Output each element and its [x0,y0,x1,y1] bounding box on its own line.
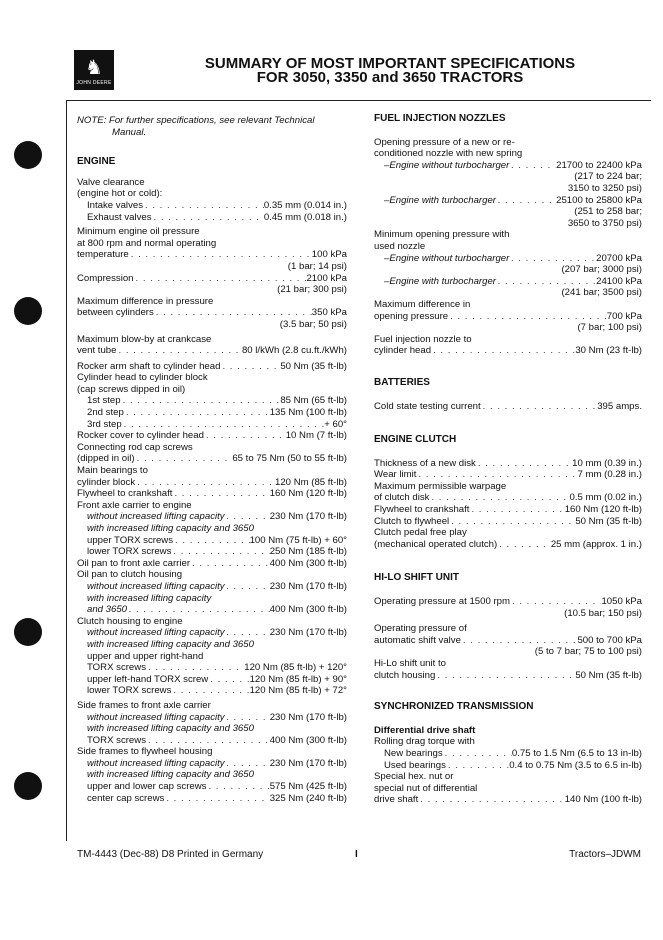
spec-row-mechanical-clutch: (mechanical operated clutch) . . . 25 mm (approx. 1 in.) [374,539,642,551]
spec-text: Special hex. nut or [374,771,454,783]
spec-row-drive-shaft: drive shaft . . . 140 Nm (100 ft-lb) [374,794,642,806]
spec-text: Connecting rod cap screws [77,441,193,453]
spec-value: (10.5 bar; 150 psi) [564,607,642,619]
spec-row-automatic-shift: automatic shift valve . . . 500 to 700 kPa [374,635,642,647]
spec-text: conditioned nozzle with new spring [374,148,523,160]
spec-value: (217 to 224 bar; [574,171,642,183]
spec-value: (21 bar; 300 psi) [277,284,347,296]
spec-text: Clutch housing to engine [77,615,183,627]
spec-value: (1 bar; 14 psi) [287,260,347,272]
spec-row-lower-torx: lower TORX screws . . . 250 Nm (185 ft-lb) [77,546,347,558]
spec-value: 3650 to 3750 psi) [567,217,642,229]
spec-value: (241 bar; 3500 psi) [561,287,642,299]
spec-row-compression: Compression . . . 2100 kPa [77,273,347,285]
page-title [130,57,650,85]
spec-row-opch-3650: and 3650 . . . 400 Nm (300 ft-lb) [77,604,347,616]
spec-text: Operating pressure of [374,623,467,635]
spec-text: Cylinder head to cylinder block [77,372,208,384]
right-column [374,110,642,806]
spec-text: used nozzle [374,240,426,252]
spec-row-torx-screws: TORX screws . . . 120 Nm (85 ft-lb) + 120° [77,662,347,674]
spec-text: at 800 rpm and normal operating [77,237,217,249]
engine-clutch-heading: ENGINE CLUTCH [374,434,457,446]
spec-row-opening-pressure: opening pressure . . . 700 kPa [374,311,642,323]
spec-text: upper and upper right-hand [87,650,204,662]
spec-text: Side frames to front axle carrier [77,699,211,711]
spec-text: Maximum difference in pressure [77,295,214,307]
spec-row-sffac-without: without increased lifting capacity . . . 230 Nm (170 ft-lb) [77,712,347,724]
spec-text: Rolling drag torque with [374,736,475,748]
spec-value: 3150 to 3250 psi) [567,182,642,194]
spec-row-rocker-cover: Rocker cover to cylinder head . . . 10 Nm (7 ft-lb) [77,430,347,442]
spec-text: Minimum engine oil pressure [77,226,200,238]
note-line-2: Manual. [112,126,147,138]
logo-brand-text: JOHN DEERE [76,80,112,86]
spec-text: with increased lifting capacity and 3650 [87,723,254,735]
spec-row-clutch-disk: of clutch disk . . . 0.5 mm (0.02 in.) [374,492,642,504]
binder-hole-4 [14,772,42,800]
spec-value: (207 bar; 3000 psi) [561,264,642,276]
spec-row-thickness: Thickness of a new disk . . . 10 mm (0.39 in.) [374,458,642,470]
spec-text: Fuel injection nozzle to [374,333,472,345]
spec-value: (251 to 258 bar; [574,206,642,218]
spec-row-temperature: temperature . . . 100 kPa [77,249,347,261]
spec-row-rocker-shaft: Rocker arm shaft to cylinder head . . . 50 Nm (35 ft-lb) [77,361,347,373]
spec-row-oilpan-fac: Oil pan to front axle carrier . . . 400 Nm (300 ft-lb) [77,558,347,570]
deer-icon: ♞ [85,57,103,79]
spec-text: Hi-Lo shift unit to [374,657,446,669]
spec-row-dipped: (dipped in oil) . . . 65 to 75 Nm (50 to 55 ft-lb) [77,453,347,465]
spec-row-step3: 3rd step . . . + 60° [77,419,347,431]
spec-row-used-without-turbo: –Engine without turbocharger . . . 20700 kPa [374,253,642,265]
john-deere-logo [74,50,114,90]
spec-row-sffw-without: without increased lifting capacity . . . 230 Nm (170 ft-lb) [77,758,347,770]
footer-right: Tractors–JDWM [569,849,641,860]
spec-text: (cap screws dipped in oil) [77,383,186,395]
batteries-heading: BATTERIES [374,376,430,388]
spec-row-new-bearings: New bearings . . . 0.75 to 1.5 Nm (6.5 to 13 in-lb) [374,748,642,760]
title-line-2: FOR 3050, 3350 and 3650 TRACTORS [256,69,524,86]
spec-row-cylinder-head: cylinder head . . . 30 Nm (23 ft-lb) [374,345,642,357]
footer-left: TM-4443 (Dec-88) D8 Printed in Germany [77,849,264,860]
spec-row-used-bearings: Used bearings . . . 0.4 to 0.75 Nm (3.5 to 6.5 in-lb) [374,760,642,772]
spec-row-upper-left: upper left-hand TORX screw . . . 120 Nm (85 ft-lb) + 90° [77,674,347,686]
spec-row-cylinder-block: cylinder block . . . 120 Nm (85 ft-lb) [77,477,347,489]
spec-row-step1: 1st step . . . 85 Nm (65 ft-lb) [77,395,347,407]
hilo-heading: HI-LO SHIFT UNIT [374,572,459,584]
differential-subheading: Differential drive shaft [374,724,476,736]
spec-text: with increased lifting capacity [87,592,212,604]
note-line-1: NOTE: For further specifications, see relevant Technical [77,115,315,126]
spec-text: with increased lifting capacity and 3650 [87,769,254,781]
title-line-1: SUMMARY OF MOST IMPORTANT SPECIFICATIONS [204,55,576,72]
spec-text: special nut of differential [374,782,478,794]
synchronized-heading: SYNCHRONIZED TRANSMISSION [374,701,534,713]
spec-row-intake: Intake valves . . . 0.35 mm (0.014 in.) [77,200,347,212]
footer-page-mark: I [355,849,358,860]
spec-text: Front axle carrier to engine [77,499,192,511]
spec-row-flywheel-crankshaft: Flywheel to crankshaft . . . 160 Nm (120 ft-lb) [374,504,642,516]
spec-row-new-with-turbo: –Engine with turbocharger . . . 25100 to 25800 kPa [374,195,642,207]
spec-row-op-1500: Operating pressure at 1500 rpm . . . 1050 kPa [374,596,642,608]
spec-row-lower-torx-2: lower TORX screws . . . 120 Nm (85 ft-lb) + 72° [77,685,347,697]
spec-row-step2: 2nd step . . . 135 Nm (100 ft-lb) [77,407,347,419]
spec-text: Minimum opening pressure with [374,229,510,241]
spec-row-che-without: without increased lifting capacity . . . 230 Nm (170 ft-lb) [77,627,347,639]
spec-value: (7 bar; 100 psi) [577,322,642,334]
left-column [77,110,347,804]
spec-value: (3.5 bar; 50 psi) [279,318,347,330]
spec-row-clutch-flywheel: Clutch to flywheel . . . 50 Nm (35 ft-lb) [374,516,642,528]
spec-row-center-cap: center cap screws . . . 325 Nm (240 ft-lb) [77,793,347,805]
spec-text: with increased lifting capacity and 3650 [87,523,254,534]
spec-text: Maximum permissible warpage [374,480,507,492]
spec-row-fac-without: without increased lifting capacity . . . 230 Nm (170 ft-lb) [77,511,347,523]
spec-text: with increased lifting capacity and 3650 [87,638,254,650]
spec-row-opch-without: without increased lifting capacity . . . 230 Nm (170 ft-lb) [77,581,347,593]
binder-hole-3 [14,618,42,646]
spec-text: Main bearings to [77,465,148,477]
binder-hole-1 [14,141,42,169]
spec-value: (5 to 7 bar; 75 to 100 psi) [534,646,642,658]
spec-text: Opening pressure of a new or re- [374,136,515,148]
spec-text: Valve clearance [77,176,145,188]
spec-row-upper-torx: upper TORX screws . . . 100 Nm (75 ft-lb) + 60° [77,535,347,547]
spec-text: Side frames to flywheel housing [77,746,213,758]
spec-text: Clutch pedal free play [374,527,467,539]
fuel-injection-heading: FUEL INJECTION NOZZLES [374,113,506,124]
spec-text: (engine hot or cold): [77,188,163,200]
spec-row-vent-tube: vent tube . . . 80 l/kWh (2.8 cu.ft./kWh) [77,345,347,357]
spec-row-torx-3: TORX screws . . . 400 Nm (300 ft-lb) [77,735,347,747]
spec-row-upper-lower-cap: upper and lower cap screws . . . 575 Nm (425 ft-lb) [77,781,347,793]
spec-text: Maximum blow-by at crankcase [77,333,212,345]
binder-hole-2 [14,297,42,325]
spec-row-flywheel: Flywheel to crankshaft . . . 160 Nm (120 ft-lb) [77,488,347,500]
spec-row-between-cylinders: between cylinders . . . 350 kPa [77,307,347,319]
spec-text: Maximum difference in [374,298,471,310]
spec-row-wear-limit: Wear limit . . . 7 mm (0.28 in.) [374,469,642,481]
spec-row-exhaust: Exhaust valves . . . 0.45 mm (0.018 in.) [77,212,347,224]
spec-text: Oil pan to clutch housing [77,569,183,581]
spec-row-clutch-housing: clutch housing . . . 50 Nm (35 ft-lb) [374,670,642,682]
spec-row-used-with-turbo: –Engine with turbocharger . . . 24100 kPa [374,276,642,288]
spec-row-new-without-turbo: –Engine without turbocharger . . . 21700 to 22400 kPa [374,160,642,172]
spec-row-cold-state: Cold state testing current . . . 395 amps. [374,401,642,413]
engine-heading: ENGINE [77,156,116,168]
